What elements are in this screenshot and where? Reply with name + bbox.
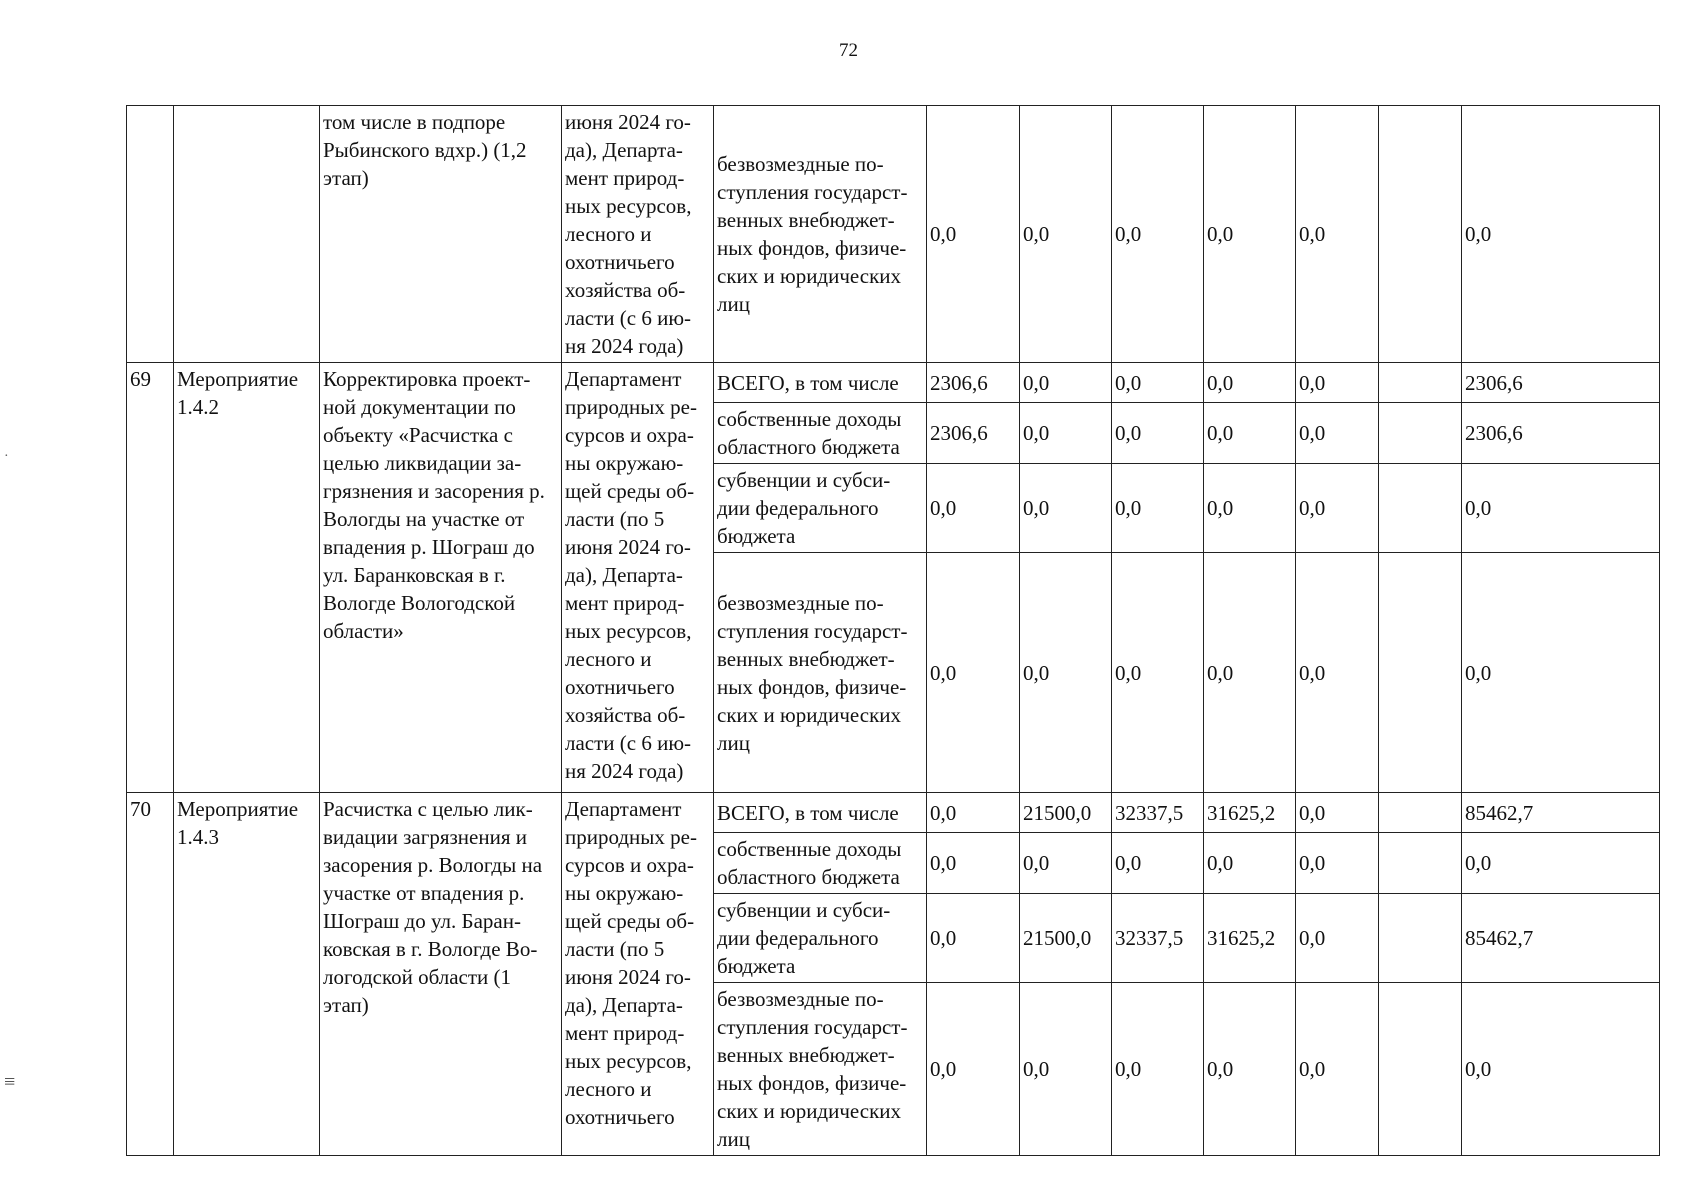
value-cell: 2306,6 [927,363,1020,403]
value-cell: 31625,2 [1204,793,1296,833]
responsible-cell: июня 2024 го-да), Департа-мент природ-ных ресурсов, лесного и охотничьего хозяйства об-ласти (с 6 ию-ня 2024 года) [562,106,714,363]
total-cell: 0,0 [1462,983,1660,1156]
responsible-cell: Департамент природных ре-сурсов и охра-ны окружаю-щей среды об-ласти (по 5 июня 2024 го-да), Департа-мент природ-ных ресурсов, лесного и охотничьего [562,793,714,1156]
value-cell: 0,0 [1204,553,1296,793]
value-cell: 21500,0 [1020,894,1112,983]
value-cell: 0,0 [1112,403,1204,464]
total-cell: 2306,6 [1462,403,1660,464]
value-cell: 0,0 [1020,106,1112,363]
value-cell: 21500,0 [1020,793,1112,833]
value-cell: 0,0 [1020,403,1112,464]
value-cell [1379,363,1462,403]
value-cell: 0,0 [1204,983,1296,1156]
row-number-cell: 69 [127,363,174,793]
total-cell: 85462,7 [1462,793,1660,833]
total-cell: 0,0 [1462,553,1660,793]
value-cell: 0,0 [1020,553,1112,793]
value-cell: 0,0 [1296,403,1379,464]
value-cell: 0,0 [1296,833,1379,894]
funding-source-cell: ВСЕГО, в том числе [714,363,927,403]
value-cell: 0,0 [1296,464,1379,553]
value-cell: 0,0 [1020,983,1112,1156]
value-cell [1379,983,1462,1156]
value-cell: 0,0 [1296,106,1379,363]
value-cell: 31625,2 [1204,894,1296,983]
value-cell: 0,0 [1020,833,1112,894]
value-cell: 0,0 [1296,983,1379,1156]
measure-description-cell: Корректировка проект-ной документации по объекту «Расчистка с целью ликвидации за-грязнения и засорения р. Вологды на участке от впадения р. Шограш до ул. Баранковская в г. Вологде Вологодской области» [320,363,562,793]
table-row [127,106,1660,363]
value-cell: 2306,6 [927,403,1020,464]
value-cell: 0,0 [1296,363,1379,403]
value-cell: 0,0 [1112,553,1204,793]
table-row [127,363,1660,403]
value-cell: 32337,5 [1112,793,1204,833]
value-cell [1379,106,1462,363]
value-cell: 0,0 [1204,106,1296,363]
value-cell: 0,0 [927,894,1020,983]
row-number-cell: 70 [127,793,174,1156]
value-cell [1379,894,1462,983]
total-cell: 0,0 [1462,833,1660,894]
measure-description-cell: том числе в подпоре Рыбинского вдхр.) (1,2 этап) [320,106,562,363]
value-cell: 0,0 [927,553,1020,793]
margin-mark-lines: ≡ [4,1071,16,1093]
funding-source-cell: безвозмездные по-ступления государст-венных внебюджет-ных фондов, физиче-ских и юридических лиц [714,106,927,363]
value-cell [1379,833,1462,894]
measure-label-cell: Мероприятие 1.4.2 [174,363,320,793]
value-cell: 0,0 [1112,833,1204,894]
funding-source-cell: субвенции и субси-дии федерального бюджета [714,464,927,553]
value-cell: 0,0 [1112,363,1204,403]
value-cell [1379,403,1462,464]
value-cell: 0,0 [1020,464,1112,553]
funding-source-cell: безвозмездные по-ступления государст-венных внебюджет-ных фондов, физиче-ских и юридических лиц [714,983,927,1156]
value-cell: 0,0 [1204,363,1296,403]
measure-description-cell: Расчистка с целью лик-видации загрязнения и засорения р. Вологды на участке от впадения р. Шограш до ул. Баран-ковская в г. Вологде Во-логодской области (1 этап) [320,793,562,1156]
funding-source-cell: безвозмездные по-ступления государст-венных внебюджет-ных фондов, физиче-ских и юридических лиц [714,553,927,793]
funding-source-cell: ВСЕГО, в том числе [714,793,927,833]
value-cell: 32337,5 [1112,894,1204,983]
total-cell: 0,0 [1462,464,1660,553]
measure-label-cell: Мероприятие 1.4.3 [174,793,320,1156]
value-cell: 0,0 [1296,553,1379,793]
value-cell: 0,0 [1204,833,1296,894]
funding-source-cell: собственные доходы областного бюджета [714,403,927,464]
value-cell: 0,0 [1020,363,1112,403]
value-cell: 0,0 [1112,106,1204,363]
value-cell: 0,0 [1296,793,1379,833]
measure-label-cell [174,106,320,363]
page-number: 72 [839,40,858,61]
row-number-cell [127,106,174,363]
margin-mark-dot: · [4,449,9,464]
total-cell: 0,0 [1462,106,1660,363]
value-cell [1379,464,1462,553]
budget-table [126,105,1660,1156]
value-cell: 0,0 [927,106,1020,363]
value-cell: 0,0 [1204,464,1296,553]
total-cell: 2306,6 [1462,363,1660,403]
funding-source-cell: субвенции и субси-дии федерального бюджета [714,894,927,983]
value-cell [1379,793,1462,833]
value-cell: 0,0 [927,833,1020,894]
value-cell: 0,0 [1112,983,1204,1156]
value-cell: 0,0 [1296,894,1379,983]
value-cell [1379,553,1462,793]
value-cell: 0,0 [1112,464,1204,553]
value-cell: 0,0 [927,983,1020,1156]
value-cell: 0,0 [927,464,1020,553]
value-cell: 0,0 [1204,403,1296,464]
total-cell: 85462,7 [1462,894,1660,983]
responsible-cell: Департамент природных ре-сурсов и охра-ны окружаю-щей среды об-ласти (по 5 июня 2024 го-да), Департа-мент природ-ных ресурсов, лесного и охотничьего хозяйства об-ласти (с 6 ию-ня 2024 года) [562,363,714,793]
table-row [127,793,1660,833]
value-cell: 0,0 [927,793,1020,833]
funding-source-cell: собственные доходы областного бюджета [714,833,927,894]
